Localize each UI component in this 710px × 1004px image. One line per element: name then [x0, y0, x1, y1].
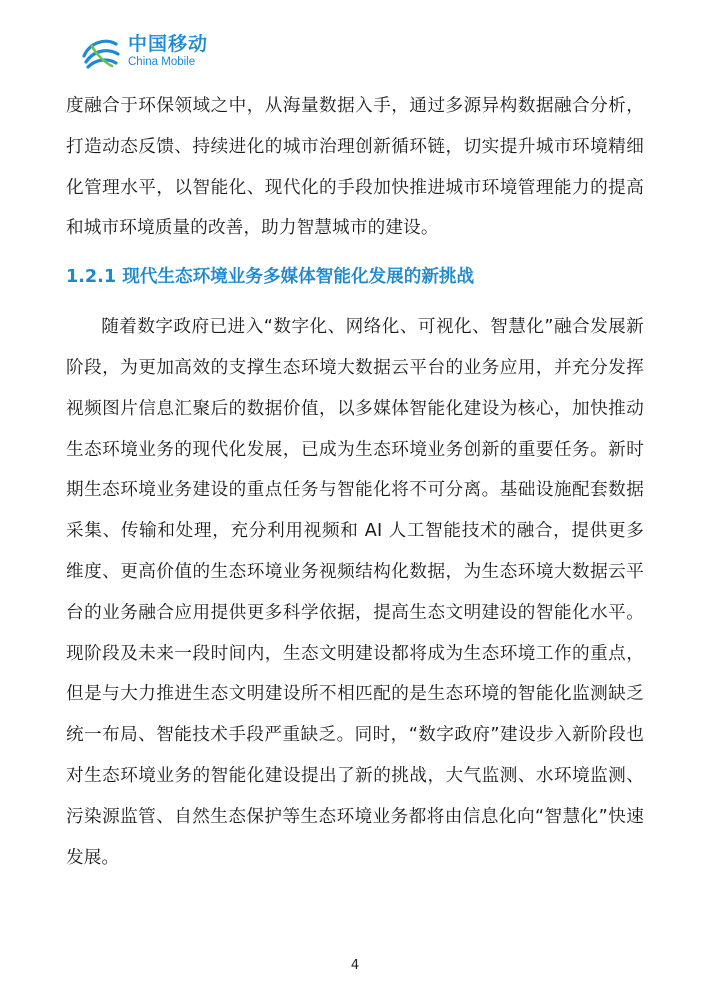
section-heading: 1.2.1 现代生态环境业务多媒体智能化发展的新挑战: [66, 267, 475, 288]
page-number: 4: [350, 958, 360, 973]
paragraph-main: 随着数字政府已进入“数字化、网络化、可视化、智慧化”融合发展新阶段，为更加高效的支撑生态环境大数据云平台的业务应用，并充分发挥视频图片信息汇聚后的数据价值，以多媒体智能化建设为核心，加快推动生态环境业务的现代化发展，已成为生态环境业务创新的重要任务。新时期生态环境业务建设的重点任务与智能化将不可分离。基础设施配套数据采集、传输和处理，充分利用视频和 AI 人工智能技术的融合，提供更多维度、更高价值的生态环境业务视频结构化数据，为生态环境大数据云平台的业务融合应用提供更多科学依据，提高生态文明建设的智能化水平。现阶段及未来一段时间内，生态文明建设都将成为生态环境工作的重点，但是与大力推进生态文明建设所不相匹配的是生态环境的智能化监测缺乏统一布局、智能技术手段严重缺乏。同时，“数字政府”建设步入新阶段也对生态环境业务的智能化建设提出了新的挑战，大气监测、水环境监测、污染源监管、自然生态保护等生态环境业务都将由信息化向“智慧化”快速发展。: [66, 317, 644, 868]
document-body: [66, 86, 644, 878]
page-header: [78, 30, 208, 74]
logo-text: [128, 35, 208, 69]
paragraph-continued: 度融合于环保领域之中，从海量数据入手，通过多源异构数据融合分析，打造动态反馈、持续进化的城市治理创新循环链，切实提升城市环境精细化管理水平，以智能化、现代化的手段加快推进城市环境管理能力的提高和城市环境质量的改善，助力智慧城市的建设。: [66, 96, 644, 239]
logo-english-name: China Mobile: [128, 56, 196, 69]
logo-chinese-name: 中国移动: [128, 33, 209, 56]
china-mobile-logo-icon: [78, 32, 122, 72]
